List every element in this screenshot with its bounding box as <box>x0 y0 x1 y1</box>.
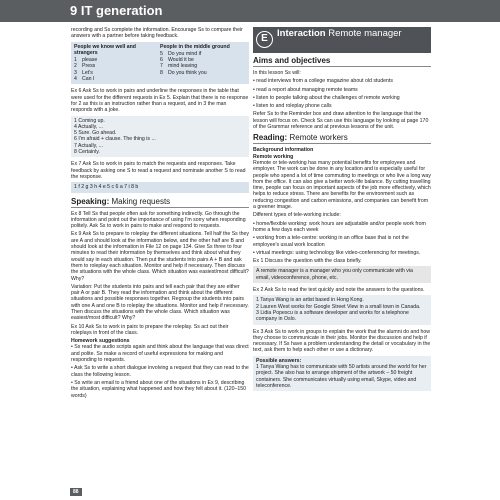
row-text: Let's <box>82 69 93 76</box>
homework-item: • Ss read the audio scripts again and think about the language that was direct and polite. Ss make a record of useful expressions for making and responding to requests. <box>71 344 249 363</box>
homework-item: • Ss write an email to a friend about one of the situations in Ex 9, describing the situation, explaining what happened and how they felt about it. (120–150 words) <box>71 380 249 399</box>
ex7-answer-strip: 1 f 2 g 3 h 4 e 5 c 6 a 7 i 8 b <box>71 182 249 192</box>
list-item: 3 Lidia Popescu is a software developer and works for a telephone company in Oslo. <box>256 309 409 323</box>
aim-item: • read a report about managing remote teams <box>253 87 431 93</box>
row-text: Would it be <box>168 57 194 64</box>
aim-item: • read interviews from a college magazine about old students <box>253 78 431 84</box>
possible-answer-text: 1 Tanya Wang has to communicate with 50 artists around the world for her project. She also has to arrange shipment of the artwork – 50 freight containers. She communicates virtually using email, Skype, video and teleconference. <box>256 363 427 389</box>
row-number: 6 <box>160 57 163 64</box>
ex10-text: Ex 10 Ask Ss to work in pairs to prepare the roleplay. Ss act out their roleplays in front of the class. <box>71 323 229 336</box>
possible-answers-heading: Possible answers: <box>256 357 302 364</box>
speaking-label: Speaking: <box>71 196 110 206</box>
list-item: 8 Certainly. <box>74 149 100 156</box>
row-text: Do you mind if <box>168 50 202 57</box>
lesson-title-bold: Interaction <box>277 28 326 39</box>
row-number: 7 <box>160 63 163 70</box>
list-item: 1 Tanya Wang is an artist based in Hong Kong. <box>256 297 364 304</box>
table-head-a: People we know well and strangers <box>74 43 136 56</box>
ex1-answer-box: A remote manager is a manager who you only communicate with via email, videoconference, phone, etc. <box>253 266 431 283</box>
row-number: 5 <box>160 50 163 57</box>
row-text: please <box>82 57 98 64</box>
list-item: 7 Actually, ... <box>74 142 104 149</box>
aims-heading <box>253 56 431 67</box>
reading-heading <box>253 133 431 144</box>
lesson-title-rest: Remote manager <box>325 28 402 39</box>
table-row <box>160 70 246 76</box>
right-column <box>253 27 431 495</box>
background-subheading: Remote working <box>253 153 294 160</box>
reading-title: Remote workers <box>289 133 348 143</box>
list-item: 1 Coming up. <box>74 117 105 124</box>
background-text: Remote or tele-working has many potential benefits for employees and employer. The work can be done in any location and is especially useful for people who spend a lot of time commuting to meetings or who live a long way from the office. It can also give a better work-life balance. By cutting travelling time, people can focus on important aspects of the job more effectively, which helps to reduce stress. There are benefits for the environment such as reducing congestion and carbon emissions, and companies can benefit from a greener image. <box>253 159 431 211</box>
page-number: 88 <box>70 488 82 496</box>
table-row <box>74 76 160 82</box>
row-number: 2 <box>74 63 77 70</box>
aims-intro: In this lesson Ss will: <box>253 70 301 76</box>
row-number: 1 <box>74 57 77 64</box>
type-item: • working from a tele-centre: working in an office base that is not the employee's usual work location <box>253 235 431 248</box>
row-text: mind leaving <box>168 63 198 70</box>
page-header <box>0 0 500 22</box>
list-item: 6 I'm afraid + clause. The thing is ... <box>74 136 156 143</box>
ex8-text: Ex 8 Tell Ss that people often ask for something indirectly. Go through the information and point out the importance of using I'm sorry when responding politely. Ask Ss to work in pairs to make and respond to requests. <box>71 210 246 230</box>
lesson-title <box>277 29 402 40</box>
row-number: 3 <box>74 69 77 76</box>
reading-label: Reading: <box>253 133 288 143</box>
type-item: • home/flexible working: work hours are adjustable and/or people work from home a few days each week <box>253 221 431 234</box>
row-text: Can I <box>82 76 95 83</box>
ex3-text: Ex 3 Ask Ss to work in groups to explain the work that the alumni do and how they choose to communicate in their jobs. Monitor the discussion and help if necessary. If Ss have a problem understanding the detail or vocabulary in the text, ask them to help each other or use a dictionary. <box>253 328 431 354</box>
aims-note: Refer Ss to the Reminder box and draw attention to the language that the lesson will focus on. Check Ss can use this language by looking at page 170 of the Grammar reference and at previous lessons of the unit. <box>253 111 429 131</box>
list-item: 2 Lauren West works for Google Street View in a small town in Canada. <box>256 303 421 310</box>
background-heading: Background information <box>253 147 314 154</box>
ex7-text: Ex 7 Ask Ss to work in pairs to match the requests and responses. Take feedback by asking one S to read a request and nominate another S to read the response. <box>71 161 246 180</box>
table-column-b <box>160 44 246 83</box>
row-text: Press <box>82 63 96 70</box>
homework-heading: Homework suggestions <box>71 338 130 345</box>
table-head-b: People in the middle ground <box>160 43 230 50</box>
requests-table <box>71 42 249 85</box>
ex6-text: Ex 6 Ask Ss to work in pairs and underline the responses in the table that were used for the different requests in Ex 5. Explain that there is no response for 2 as this is an instruction rather than a request, and in 3 the man responds with a joke. <box>71 88 249 114</box>
ex6-answer-box <box>71 116 249 158</box>
possible-answers-box <box>253 356 431 391</box>
aim-item: • listen to people talking about the challenges of remote working <box>253 95 431 101</box>
aim-item: • listen to and roleplay phone calls <box>253 103 431 109</box>
speaking-title: Making requests <box>111 196 171 206</box>
variation-text: Variation: Put the students into pairs and tell each pair that they are either pair A or pair B. They read the information and think about the different situations and possible responses together. Regroup the students into pairs with one A and one B to roleplay the situations. Monitor and help if necessary. Then discuss the situations with the whole class. Which situation was easiest/most difficult? Why? <box>71 283 249 322</box>
ex2-answer-box <box>253 295 431 324</box>
list-item: 5 Sure. Go ahead. <box>74 130 117 137</box>
speaking-heading <box>71 197 249 208</box>
lesson-banner <box>253 27 431 53</box>
intro-text: recording and Ss complete the information. Encourage Ss to compare their answers with a partner before taking feedback. <box>71 27 243 40</box>
ex1-text: Ex 1 Discuss the question with the class briefly. <box>253 258 362 265</box>
table-column-a <box>74 44 160 83</box>
type-item: • virtual meetings: using technology like video-conferencing for meetings. <box>253 250 431 256</box>
row-number: 8 <box>160 69 163 76</box>
unit-title: 9 IT generation <box>70 3 163 18</box>
row-number: 4 <box>74 76 77 83</box>
left-column <box>71 27 249 495</box>
lesson-letter-badge: E <box>256 31 273 48</box>
aims-title: Aims and objectives <box>253 56 331 65</box>
types-intro: Different types of tele-working include: <box>253 212 341 219</box>
homework-item: • Ask Ss to write a short dialogue involving a request that they can read to the class the following lesson. <box>71 365 249 378</box>
ex9-text: Ex 9 Ask Ss to prepare to roleplay the different situations. Tell half the Ss they are A and should look at the information below, and the other half are B and should look at the information in File 12 on page 134. Give Ss three to four minutes to read their information by themselves and think about what they would say in each situation. Then put the students into pairs A + B and ask them to roleplay each situation. Monitor and help if necessary. Then discuss the situations with the whole class. Which situation was easiest/most difficult? Why? <box>71 231 249 282</box>
ex2-text: Ex 2 Ask Ss to read the text quickly and note the answers to the questions. <box>253 287 425 294</box>
row-text: Do you think you <box>168 69 207 76</box>
list-item: 4 Actually, ... <box>74 123 104 130</box>
